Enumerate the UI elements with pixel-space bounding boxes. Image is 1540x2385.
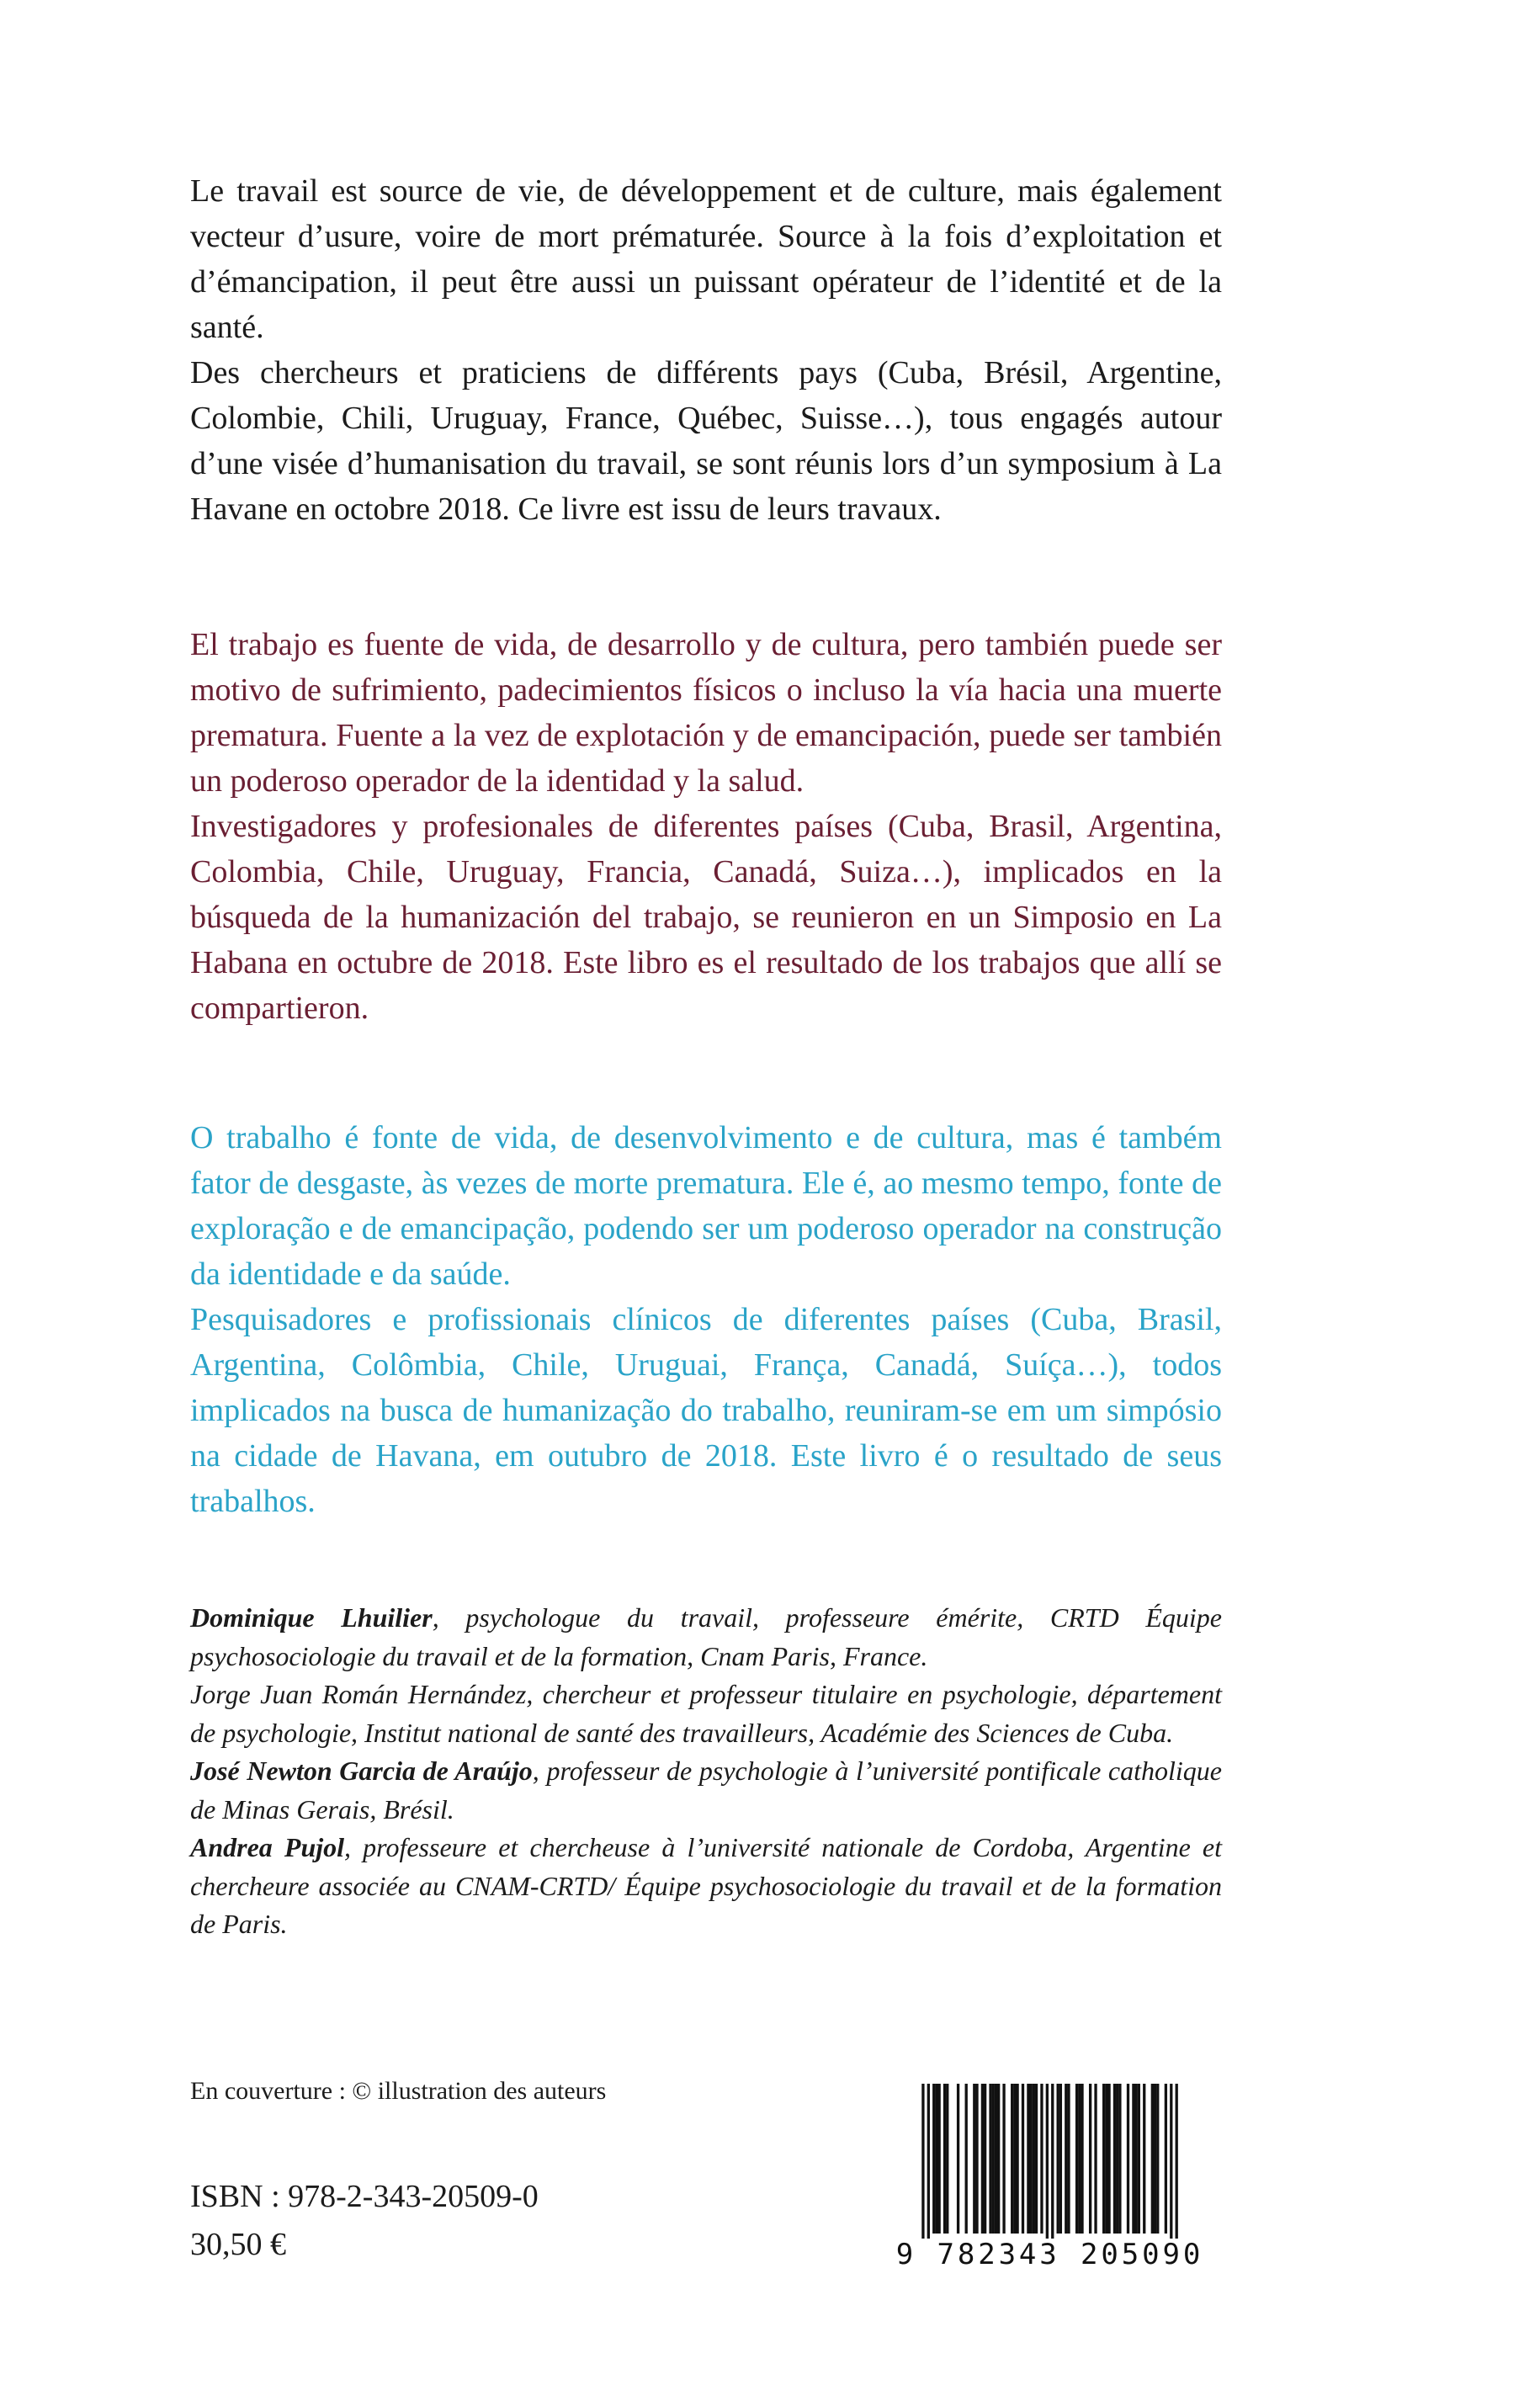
barcode-bar (1132, 2084, 1134, 2234)
isbn-barcode (892, 2084, 1208, 2273)
spanish-paragraph-1: El trabajo es fuente de vida, de desarrollo y de cultura, pero también puede ser motivo de sufrimiento, padecimientos físicos o incluso la vía hacia una muerte prematura. Fuente a la vez de explotación y de emancipación, puede ser también un poderoso operador de la identidad y la salud. (190, 627, 1222, 799)
portuguese-paragraph-2: Pesquisadores e profissionais clínicos de diferentes países (Cuba, Brasil, Argentina, Colômbia, Chile, Uruguai, França, Canadá, Suíça…), todos implicados na busca de humanização do trabalho, reuniram-se em um simpósio na cidade de Havana, em outubro de 2018. Este livro é o resultado de seus trabalhos. (190, 1302, 1222, 1519)
barcode-bar (1151, 2084, 1154, 2234)
barcode-bar (995, 2084, 997, 2234)
barcode-bar (932, 2084, 935, 2234)
barcode-bar (1027, 2084, 1029, 2234)
barcode-bar (937, 2084, 940, 2234)
spanish-paragraph-2: Investigadores y profesionales de diferentes países (Cuba, Brasil, Argentina, Colombia, Chile, Uruguay, Francia, Canadá, Suiza…), implicados en la búsqueda de la humanización del trabajo, se reunieron en un Simposio en La Habana en octubre de 2018. Este libro es el resultado de los trabajos que allí se compartieron. (190, 809, 1222, 1026)
barcode-bar (1029, 2084, 1032, 2234)
barcode-bar (1035, 2084, 1038, 2234)
author-bio (190, 1752, 1222, 1829)
author-description: professeur de psychologie à l’université pontificale catholique de Minas Gerais, Brésil. (190, 1756, 1223, 1825)
barcode-bar (921, 2084, 924, 2245)
barcode-bar (984, 2084, 986, 2234)
barcode-bar (1116, 2084, 1118, 2234)
barcode-bar (1170, 2084, 1172, 2245)
author-separator: , (344, 1832, 364, 1862)
barcode-bar (1156, 2084, 1159, 2234)
barcode-bar (997, 2084, 1000, 2234)
barcode-bar (1065, 2084, 1067, 2234)
portuguese-paragraph-1: O trabalho é fonte de vida, de desenvolvimento e de cultura, mas é também fator de desgaste, às vezes de morte prematura. Ele é, ao mesmo tempo, fonte de exploração e de emancipação, podendo ser um poderoso operador na construção da identidade e da saúde. (190, 1120, 1222, 1292)
barcode-bar (992, 2084, 995, 2234)
barcode-bar (1051, 2084, 1054, 2245)
barcode-bar (1089, 2084, 1091, 2234)
author-description: Jorge Juan Román Hernández, chercheur et professeur titulaire en psychologie, département de psychologie, Institut national de santé des travailleurs, Académie des Sciences de Cuba. (190, 1679, 1222, 1748)
barcode-bar (1046, 2084, 1049, 2245)
barcode-bar (1033, 2084, 1035, 2234)
barcode-bar (1075, 2084, 1078, 2234)
barcode-bar (1094, 2084, 1097, 2234)
barcode-bar (1143, 2084, 1145, 2234)
barcode-bar (1081, 2084, 1083, 2234)
barcode-bar (935, 2084, 937, 2234)
barcode-bar (965, 2084, 968, 2234)
barcode-bar (1165, 2084, 1167, 2234)
barcode-bar (946, 2084, 948, 2234)
barcode-bar (1138, 2084, 1140, 2234)
barcode-bar (1118, 2084, 1121, 2234)
barcode-bar (1105, 2084, 1107, 2234)
french-paragraph-1: Le travail est source de vie, de développement et de culture, mais également vecteur d’usure, voire de mort prématurée. Source à la fois d’exploitation et d’émancipation, il peut être aussi un puissant opérateur de l’identité et de la santé. (190, 173, 1222, 345)
barcode-bar (981, 2084, 984, 2234)
barcode-bar (989, 2084, 991, 2234)
barcode-bar (1134, 2084, 1137, 2234)
barcode-bar (1040, 2084, 1043, 2234)
barcode-bar (943, 2084, 946, 2234)
barcode-bar (1154, 2084, 1156, 2234)
price: 30,50 € (190, 2227, 286, 2262)
author-bio (190, 1829, 1222, 1944)
spanish-description (190, 622, 1222, 1031)
barcode-bar (973, 2084, 975, 2234)
barcode-bar (1113, 2084, 1116, 2234)
barcode-bar (1057, 2084, 1059, 2234)
barcode-digits: 9 782343 205090 (892, 2239, 1208, 2271)
barcode-bar (1102, 2084, 1105, 2234)
barcode-bar (1059, 2084, 1062, 2234)
barcode-bar (1011, 2084, 1013, 2234)
barcode-bar (927, 2084, 930, 2245)
author-bios (190, 1599, 1222, 1944)
author-description: professeure et chercheuse à l’université nationale de Cordoba, Argentine et chercheure associée au CNAM-CRTD/ Équipe psychosociologie du travail et de la formation de Paris. (190, 1832, 1222, 1939)
french-paragraph-2: Des chercheurs et praticiens de différents pays (Cuba, Brésil, Argentine, Colombie, Chili, Uruguay, France, Québec, Suisse…), tous engagés autour d’une visée d’humanisation du travail, se sont réunis lors d’un symposium à La Havane en octobre 2018. Ce livre est issu de leurs travaux. (190, 355, 1222, 527)
portuguese-description (190, 1115, 1222, 1524)
barcode-bar (1002, 2084, 1005, 2234)
barcode-bar (1127, 2084, 1129, 2234)
cover-credit: En couverture : © illustration des auteurs (190, 2077, 607, 2105)
barcode-bar (1013, 2084, 1016, 2234)
barcode-bar (1176, 2084, 1178, 2245)
barcode-bar (1067, 2084, 1070, 2234)
barcode-bar (975, 2084, 978, 2234)
author-bio (190, 1676, 1222, 1752)
barcode-bar (1016, 2084, 1018, 2234)
author-name: José Newton Garcia de Araújo (190, 1756, 533, 1786)
author-bio (190, 1599, 1222, 1676)
barcode-bar (1107, 2084, 1110, 2234)
author-name: Andrea Pujol (190, 1832, 345, 1862)
author-description: psychologue du travail, professeure émérite, CRTD Équipe psychosociologie du travail et de la formation, Cnam Paris, France. (190, 1602, 1223, 1671)
barcode-bar (957, 2084, 959, 2234)
barcode-bar (1078, 2084, 1081, 2234)
author-separator: , (432, 1602, 466, 1633)
isbn-number: ISBN : 978-2-343-20509-0 (190, 2179, 539, 2214)
barcode-bar (1022, 2084, 1024, 2234)
author-separator: , (532, 1756, 547, 1786)
author-name: Dominique Lhuilier (190, 1602, 433, 1633)
french-description (190, 168, 1222, 532)
barcode-bars (892, 2084, 1208, 2245)
